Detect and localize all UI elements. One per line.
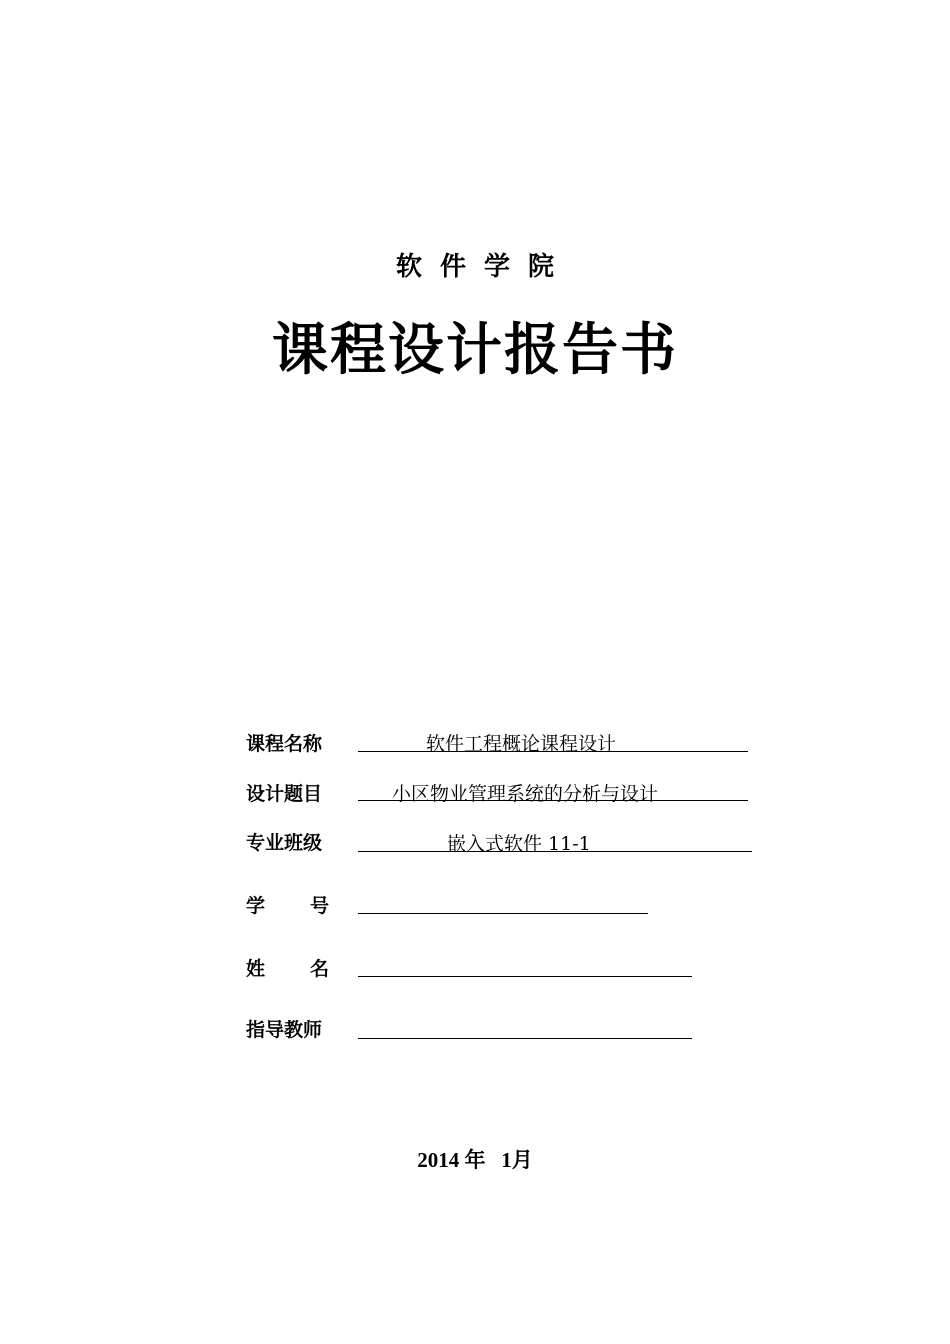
- major-class-label: 专业班级: [246, 832, 323, 854]
- date-year: 2014: [417, 1148, 460, 1172]
- course-name-value: 软件工程概论课程设计: [426, 733, 617, 755]
- student-id-underline: [358, 889, 648, 914]
- major-class-value: 嵌入式软件 11-1: [447, 833, 591, 855]
- date-month: 1月: [501, 1148, 533, 1172]
- report-date: [0, 1144, 950, 1174]
- name-underline: [358, 952, 692, 977]
- design-topic-label: 设计题目: [246, 783, 323, 805]
- student-id-label: 学号: [246, 895, 375, 917]
- document-title: 课程设计报告书: [272, 318, 678, 383]
- course-name-label: 课程名称: [246, 733, 323, 755]
- advisor-label: 指导教师: [246, 1019, 323, 1041]
- date-year-unit: 年: [464, 1148, 486, 1172]
- name-label: 姓名: [246, 958, 375, 980]
- school-name: 软件学院: [395, 252, 572, 282]
- design-topic-value: 小区物业管理系统的分析与设计: [392, 783, 659, 805]
- advisor-underline: [358, 1014, 692, 1039]
